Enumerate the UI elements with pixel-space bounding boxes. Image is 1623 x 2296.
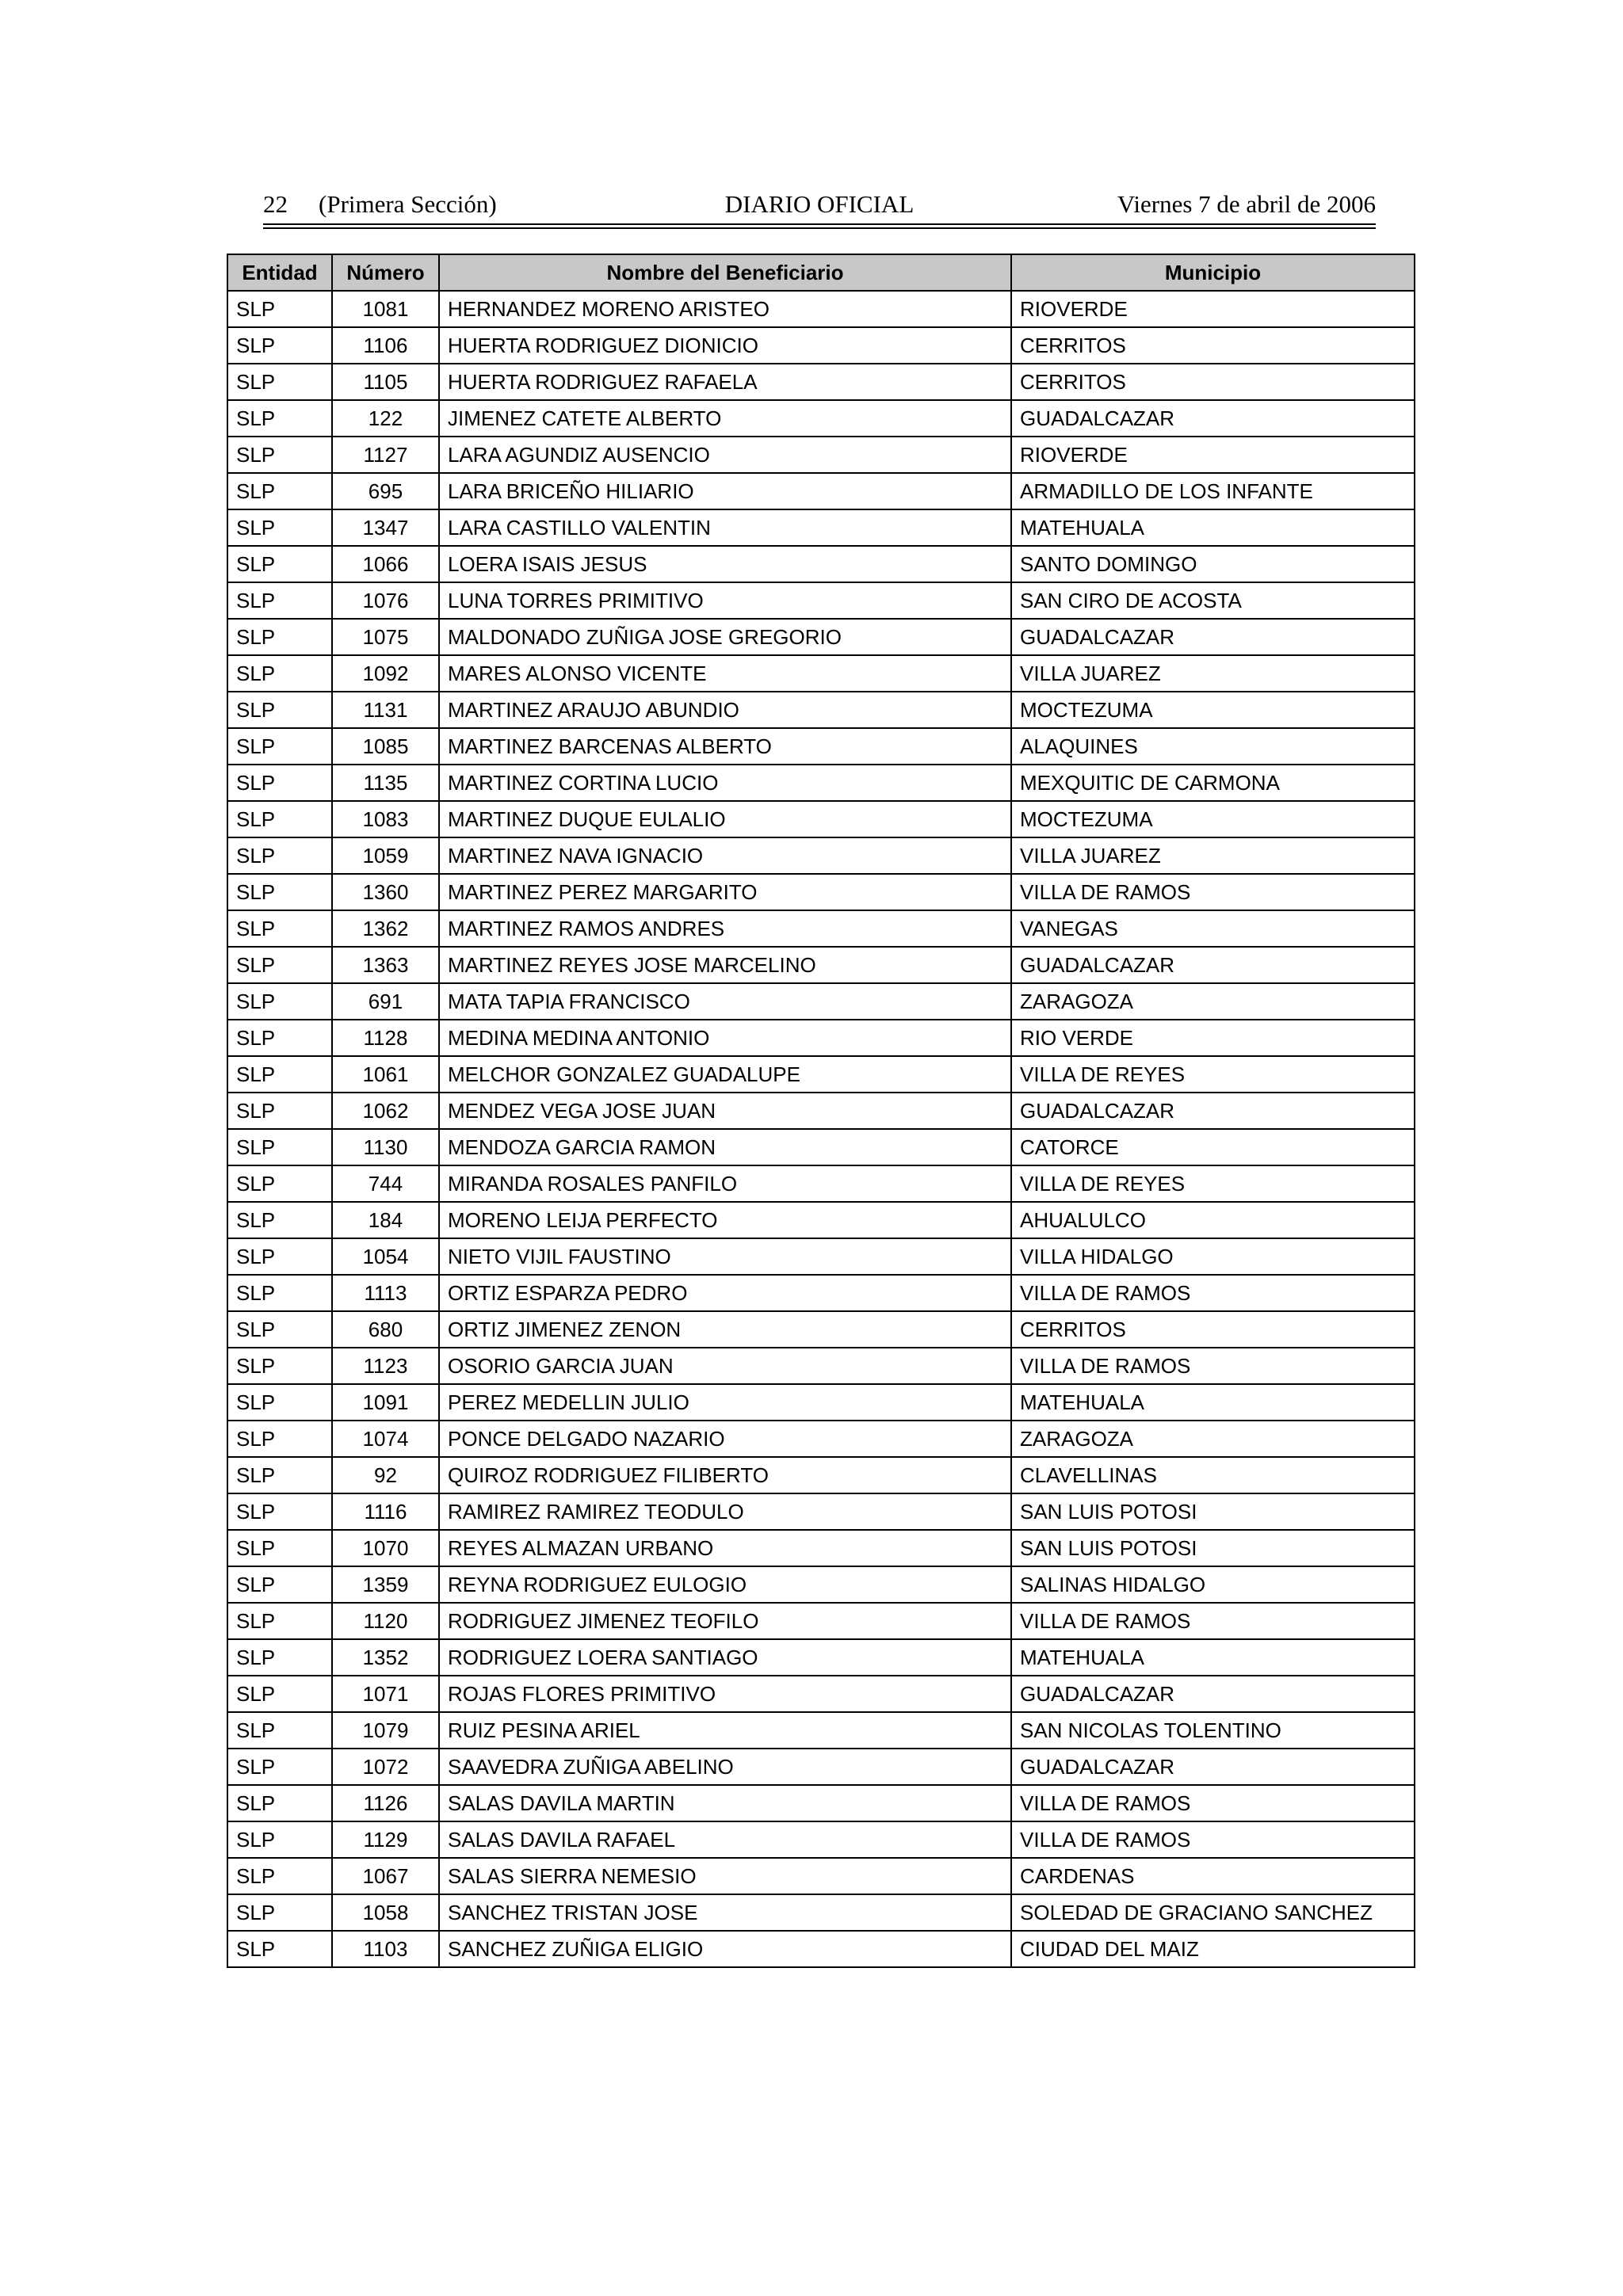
cell-numero: 1062 — [332, 1093, 439, 1129]
cell-entidad: SLP — [227, 874, 332, 910]
page-number: 22 — [263, 190, 288, 218]
cell-entidad: SLP — [227, 1931, 332, 1967]
table-row — [227, 1493, 1415, 1530]
table-row — [227, 1311, 1415, 1348]
cell-nombre: LARA BRICEÑO HILIARIO — [439, 473, 1011, 509]
cell-entidad: SLP — [227, 1129, 332, 1165]
cell-nombre: SALAS DAVILA MARTIN — [439, 1785, 1011, 1821]
table-body — [227, 291, 1415, 1967]
cell-entidad: SLP — [227, 1676, 332, 1712]
cell-entidad: SLP — [227, 1858, 332, 1894]
cell-entidad: SLP — [227, 1348, 332, 1384]
cell-entidad: SLP — [227, 1384, 332, 1421]
cell-numero: 1072 — [332, 1749, 439, 1785]
cell-municipio: CARDENAS — [1011, 1858, 1415, 1894]
cell-numero: 1126 — [332, 1785, 439, 1821]
cell-numero: 1131 — [332, 692, 439, 728]
cell-nombre: HUERTA RODRIGUEZ RAFAELA — [439, 364, 1011, 400]
cell-nombre: OSORIO GARCIA JUAN — [439, 1348, 1011, 1384]
cell-entidad: SLP — [227, 1056, 332, 1093]
cell-municipio: CATORCE — [1011, 1129, 1415, 1165]
table-row — [227, 1129, 1415, 1165]
cell-numero: 1116 — [332, 1493, 439, 1530]
cell-numero: 695 — [332, 473, 439, 509]
cell-nombre: MARTINEZ BARCENAS ALBERTO — [439, 728, 1011, 765]
cell-entidad: SLP — [227, 692, 332, 728]
cell-numero: 1113 — [332, 1275, 439, 1311]
cell-municipio: MOCTEZUMA — [1011, 692, 1415, 728]
cell-municipio: MATEHUALA — [1011, 1384, 1415, 1421]
cell-nombre: PONCE DELGADO NAZARIO — [439, 1421, 1011, 1457]
cell-nombre: MENDEZ VEGA JOSE JUAN — [439, 1093, 1011, 1129]
cell-municipio: GUADALCAZAR — [1011, 1093, 1415, 1129]
table-row — [227, 1566, 1415, 1603]
cell-nombre: MARTINEZ REYES JOSE MARCELINO — [439, 947, 1011, 983]
table-row — [227, 1421, 1415, 1457]
cell-entidad: SLP — [227, 1712, 332, 1749]
cell-entidad: SLP — [227, 910, 332, 947]
cell-numero: 1058 — [332, 1894, 439, 1931]
cell-numero: 1070 — [332, 1530, 439, 1566]
header-rule-bottom — [263, 227, 1376, 229]
table-row — [227, 1858, 1415, 1894]
cell-numero: 1120 — [332, 1603, 439, 1639]
table-row — [227, 910, 1415, 947]
table-header-row — [227, 254, 1415, 291]
cell-nombre: ORTIZ JIMENEZ ZENON — [439, 1311, 1011, 1348]
table-row — [227, 1894, 1415, 1931]
cell-entidad: SLP — [227, 437, 332, 473]
table-row — [227, 1348, 1415, 1384]
cell-entidad: SLP — [227, 1421, 332, 1457]
cell-entidad: SLP — [227, 1311, 332, 1348]
cell-entidad: SLP — [227, 1493, 332, 1530]
column-header-numero: Número — [332, 254, 439, 291]
cell-nombre: QUIROZ RODRIGUEZ FILIBERTO — [439, 1457, 1011, 1493]
cell-municipio: SAN LUIS POTOSI — [1011, 1493, 1415, 1530]
cell-municipio: SAN LUIS POTOSI — [1011, 1530, 1415, 1566]
cell-municipio: VILLA DE RAMOS — [1011, 1785, 1415, 1821]
cell-municipio: ZARAGOZA — [1011, 1421, 1415, 1457]
cell-numero: 1360 — [332, 874, 439, 910]
cell-entidad: SLP — [227, 1093, 332, 1129]
header-rule-top — [263, 223, 1376, 225]
cell-numero: 691 — [332, 983, 439, 1020]
cell-entidad: SLP — [227, 1165, 332, 1202]
cell-numero: 1106 — [332, 327, 439, 364]
cell-municipio: MATEHUALA — [1011, 1639, 1415, 1676]
cell-municipio: ARMADILLO DE LOS INFANTE — [1011, 473, 1415, 509]
cell-nombre: MENDOZA GARCIA RAMON — [439, 1129, 1011, 1165]
cell-numero: 184 — [332, 1202, 439, 1238]
cell-municipio: GUADALCAZAR — [1011, 619, 1415, 655]
cell-nombre: MARTINEZ DUQUE EULALIO — [439, 801, 1011, 837]
cell-numero: 122 — [332, 400, 439, 437]
cell-municipio: MATEHUALA — [1011, 509, 1415, 546]
cell-nombre: MARTINEZ CORTINA LUCIO — [439, 765, 1011, 801]
table-row — [227, 437, 1415, 473]
table-row — [227, 1238, 1415, 1275]
cell-nombre: MALDONADO ZUÑIGA JOSE GREGORIO — [439, 619, 1011, 655]
cell-entidad: SLP — [227, 291, 332, 327]
cell-entidad: SLP — [227, 327, 332, 364]
cell-nombre: MEDINA MEDINA ANTONIO — [439, 1020, 1011, 1056]
cell-entidad: SLP — [227, 619, 332, 655]
cell-nombre: SANCHEZ ZUÑIGA ELIGIO — [439, 1931, 1011, 1967]
cell-numero: 1083 — [332, 801, 439, 837]
cell-nombre: HERNANDEZ MORENO ARISTEO — [439, 291, 1011, 327]
table-row — [227, 1712, 1415, 1749]
table-row — [227, 1931, 1415, 1967]
cell-municipio: VILLA HIDALGO — [1011, 1238, 1415, 1275]
cell-numero: 1128 — [332, 1020, 439, 1056]
cell-municipio: RIOVERDE — [1011, 437, 1415, 473]
table-row — [227, 619, 1415, 655]
table-row — [227, 1020, 1415, 1056]
table-row — [227, 1093, 1415, 1129]
cell-municipio: VILLA DE RAMOS — [1011, 874, 1415, 910]
table-row — [227, 327, 1415, 364]
publication-title: DIARIO OFICIAL — [724, 190, 915, 218]
cell-nombre: RUIZ PESINA ARIEL — [439, 1712, 1011, 1749]
cell-entidad: SLP — [227, 1530, 332, 1566]
cell-nombre: ORTIZ ESPARZA PEDRO — [439, 1275, 1011, 1311]
cell-municipio: CERRITOS — [1011, 364, 1415, 400]
cell-nombre: LOERA ISAIS JESUS — [439, 546, 1011, 582]
section-label: (Primera Sección) — [319, 190, 497, 218]
column-header-nombre: Nombre del Beneficiario — [439, 254, 1011, 291]
table-row — [227, 546, 1415, 582]
cell-entidad: SLP — [227, 364, 332, 400]
cell-entidad: SLP — [227, 509, 332, 546]
cell-municipio: CIUDAD DEL MAIZ — [1011, 1931, 1415, 1967]
cell-nombre: SANCHEZ TRISTAN JOSE — [439, 1894, 1011, 1931]
cell-municipio: VILLA JUAREZ — [1011, 655, 1415, 692]
table-row — [227, 364, 1415, 400]
cell-numero: 1105 — [332, 364, 439, 400]
cell-municipio: VILLA DE RAMOS — [1011, 1348, 1415, 1384]
cell-numero: 1127 — [332, 437, 439, 473]
cell-municipio: VILLA DE REYES — [1011, 1165, 1415, 1202]
table-row — [227, 1202, 1415, 1238]
cell-municipio: MEXQUITIC DE CARMONA — [1011, 765, 1415, 801]
cell-entidad: SLP — [227, 1238, 332, 1275]
cell-entidad: SLP — [227, 983, 332, 1020]
cell-nombre: ROJAS FLORES PRIMITIVO — [439, 1676, 1011, 1712]
page-header — [263, 190, 1376, 225]
cell-nombre: MARES ALONSO VICENTE — [439, 655, 1011, 692]
cell-municipio: VANEGAS — [1011, 910, 1415, 947]
cell-numero: 1085 — [332, 728, 439, 765]
cell-entidad: SLP — [227, 655, 332, 692]
table-row — [227, 1785, 1415, 1821]
cell-municipio: MOCTEZUMA — [1011, 801, 1415, 837]
publication-date: Viernes 7 de abril de 2006 — [1117, 190, 1376, 218]
cell-numero: 1059 — [332, 837, 439, 874]
cell-entidad: SLP — [227, 837, 332, 874]
table-row — [227, 983, 1415, 1020]
cell-numero: 1054 — [332, 1238, 439, 1275]
cell-numero: 1076 — [332, 582, 439, 619]
cell-nombre: NIETO VIJIL FAUSTINO — [439, 1238, 1011, 1275]
table-row — [227, 1275, 1415, 1311]
cell-nombre: MORENO LEIJA PERFECTO — [439, 1202, 1011, 1238]
cell-municipio: VILLA DE RAMOS — [1011, 1275, 1415, 1311]
cell-nombre: PEREZ MEDELLIN JULIO — [439, 1384, 1011, 1421]
cell-nombre: MARTINEZ PEREZ MARGARITO — [439, 874, 1011, 910]
cell-nombre: MARTINEZ ARAUJO ABUNDIO — [439, 692, 1011, 728]
table-row — [227, 801, 1415, 837]
table-row — [227, 291, 1415, 327]
cell-municipio: ALAQUINES — [1011, 728, 1415, 765]
cell-municipio: VILLA DE RAMOS — [1011, 1821, 1415, 1858]
table-row — [227, 837, 1415, 874]
cell-nombre: SALAS DAVILA RAFAEL — [439, 1821, 1011, 1858]
cell-entidad: SLP — [227, 582, 332, 619]
cell-municipio: VILLA JUAREZ — [1011, 837, 1415, 874]
cell-numero: 1135 — [332, 765, 439, 801]
table-row — [227, 655, 1415, 692]
cell-nombre: MARTINEZ NAVA IGNACIO — [439, 837, 1011, 874]
table-row — [227, 1603, 1415, 1639]
cell-nombre: MATA TAPIA FRANCISCO — [439, 983, 1011, 1020]
cell-entidad: SLP — [227, 1749, 332, 1785]
cell-entidad: SLP — [227, 1566, 332, 1603]
cell-numero: 1092 — [332, 655, 439, 692]
table-row — [227, 1384, 1415, 1421]
cell-municipio: CLAVELLINAS — [1011, 1457, 1415, 1493]
table-row — [227, 874, 1415, 910]
cell-numero: 1359 — [332, 1566, 439, 1603]
cell-numero: 1071 — [332, 1676, 439, 1712]
cell-municipio: SANTO DOMINGO — [1011, 546, 1415, 582]
cell-entidad: SLP — [227, 947, 332, 983]
cell-municipio: SOLEDAD DE GRACIANO SANCHEZ — [1011, 1894, 1415, 1931]
cell-numero: 1103 — [332, 1931, 439, 1967]
cell-nombre: MIRANDA ROSALES PANFILO — [439, 1165, 1011, 1202]
cell-numero: 1347 — [332, 509, 439, 546]
cell-numero: 92 — [332, 1457, 439, 1493]
cell-entidad: SLP — [227, 1821, 332, 1858]
cell-numero: 1123 — [332, 1348, 439, 1384]
cell-entidad: SLP — [227, 765, 332, 801]
cell-municipio: RIOVERDE — [1011, 291, 1415, 327]
cell-numero: 1079 — [332, 1712, 439, 1749]
cell-numero: 1352 — [332, 1639, 439, 1676]
table-row — [227, 1530, 1415, 1566]
table-row — [227, 1165, 1415, 1202]
cell-nombre: RODRIGUEZ LOERA SANTIAGO — [439, 1639, 1011, 1676]
cell-entidad: SLP — [227, 801, 332, 837]
cell-entidad: SLP — [227, 1894, 332, 1931]
cell-municipio: GUADALCAZAR — [1011, 1749, 1415, 1785]
cell-entidad: SLP — [227, 1603, 332, 1639]
cell-numero: 1129 — [332, 1821, 439, 1858]
cell-municipio: GUADALCAZAR — [1011, 1676, 1415, 1712]
table-row — [227, 1056, 1415, 1093]
cell-entidad: SLP — [227, 1202, 332, 1238]
table-row — [227, 582, 1415, 619]
cell-municipio: SALINAS HIDALGO — [1011, 1566, 1415, 1603]
table-row — [227, 400, 1415, 437]
cell-numero: 744 — [332, 1165, 439, 1202]
cell-nombre: LARA AGUNDIZ AUSENCIO — [439, 437, 1011, 473]
cell-municipio: GUADALCAZAR — [1011, 400, 1415, 437]
cell-nombre: LUNA TORRES PRIMITIVO — [439, 582, 1011, 619]
table-row — [227, 1749, 1415, 1785]
cell-municipio: CERRITOS — [1011, 1311, 1415, 1348]
cell-nombre: MELCHOR GONZALEZ GUADALUPE — [439, 1056, 1011, 1093]
table-row — [227, 1639, 1415, 1676]
cell-municipio: ZARAGOZA — [1011, 983, 1415, 1020]
cell-entidad: SLP — [227, 728, 332, 765]
table-row — [227, 765, 1415, 801]
cell-municipio: SAN NICOLAS TOLENTINO — [1011, 1712, 1415, 1749]
cell-nombre: SALAS SIERRA NEMESIO — [439, 1858, 1011, 1894]
cell-numero: 1061 — [332, 1056, 439, 1093]
cell-municipio: RIO VERDE — [1011, 1020, 1415, 1056]
cell-nombre: RAMIREZ RAMIREZ TEODULO — [439, 1493, 1011, 1530]
cell-nombre: RODRIGUEZ JIMENEZ TEOFILO — [439, 1603, 1011, 1639]
table-row — [227, 473, 1415, 509]
cell-numero: 1074 — [332, 1421, 439, 1457]
cell-numero: 1362 — [332, 910, 439, 947]
cell-nombre: MARTINEZ RAMOS ANDRES — [439, 910, 1011, 947]
table-row — [227, 1821, 1415, 1858]
cell-nombre: REYNA RODRIGUEZ EULOGIO — [439, 1566, 1011, 1603]
cell-numero: 1363 — [332, 947, 439, 983]
cell-entidad: SLP — [227, 1785, 332, 1821]
cell-numero: 1081 — [332, 291, 439, 327]
cell-entidad: SLP — [227, 1020, 332, 1056]
cell-numero: 1130 — [332, 1129, 439, 1165]
cell-nombre: SAAVEDRA ZUÑIGA ABELINO — [439, 1749, 1011, 1785]
cell-numero: 1091 — [332, 1384, 439, 1421]
table-row — [227, 728, 1415, 765]
table-row — [227, 1457, 1415, 1493]
table-row — [227, 692, 1415, 728]
cell-nombre: JIMENEZ CATETE ALBERTO — [439, 400, 1011, 437]
cell-nombre: LARA CASTILLO VALENTIN — [439, 509, 1011, 546]
cell-municipio: GUADALCAZAR — [1011, 947, 1415, 983]
cell-entidad: SLP — [227, 1275, 332, 1311]
beneficiaries-table — [227, 254, 1415, 1968]
cell-nombre: HUERTA RODRIGUEZ DIONICIO — [439, 327, 1011, 364]
cell-nombre: REYES ALMAZAN URBANO — [439, 1530, 1011, 1566]
cell-entidad: SLP — [227, 400, 332, 437]
column-header-entidad: Entidad — [227, 254, 332, 291]
cell-entidad: SLP — [227, 1457, 332, 1493]
cell-entidad: SLP — [227, 546, 332, 582]
table-row — [227, 1676, 1415, 1712]
column-header-municipio: Municipio — [1011, 254, 1415, 291]
cell-municipio: SAN CIRO DE ACOSTA — [1011, 582, 1415, 619]
cell-numero: 1075 — [332, 619, 439, 655]
cell-numero: 680 — [332, 1311, 439, 1348]
cell-municipio: VILLA DE REYES — [1011, 1056, 1415, 1093]
cell-numero: 1066 — [332, 546, 439, 582]
cell-numero: 1067 — [332, 1858, 439, 1894]
table-row — [227, 947, 1415, 983]
table-row — [227, 509, 1415, 546]
cell-municipio: AHUALULCO — [1011, 1202, 1415, 1238]
cell-entidad: SLP — [227, 1639, 332, 1676]
cell-entidad: SLP — [227, 473, 332, 509]
cell-municipio: VILLA DE RAMOS — [1011, 1603, 1415, 1639]
cell-municipio: CERRITOS — [1011, 327, 1415, 364]
